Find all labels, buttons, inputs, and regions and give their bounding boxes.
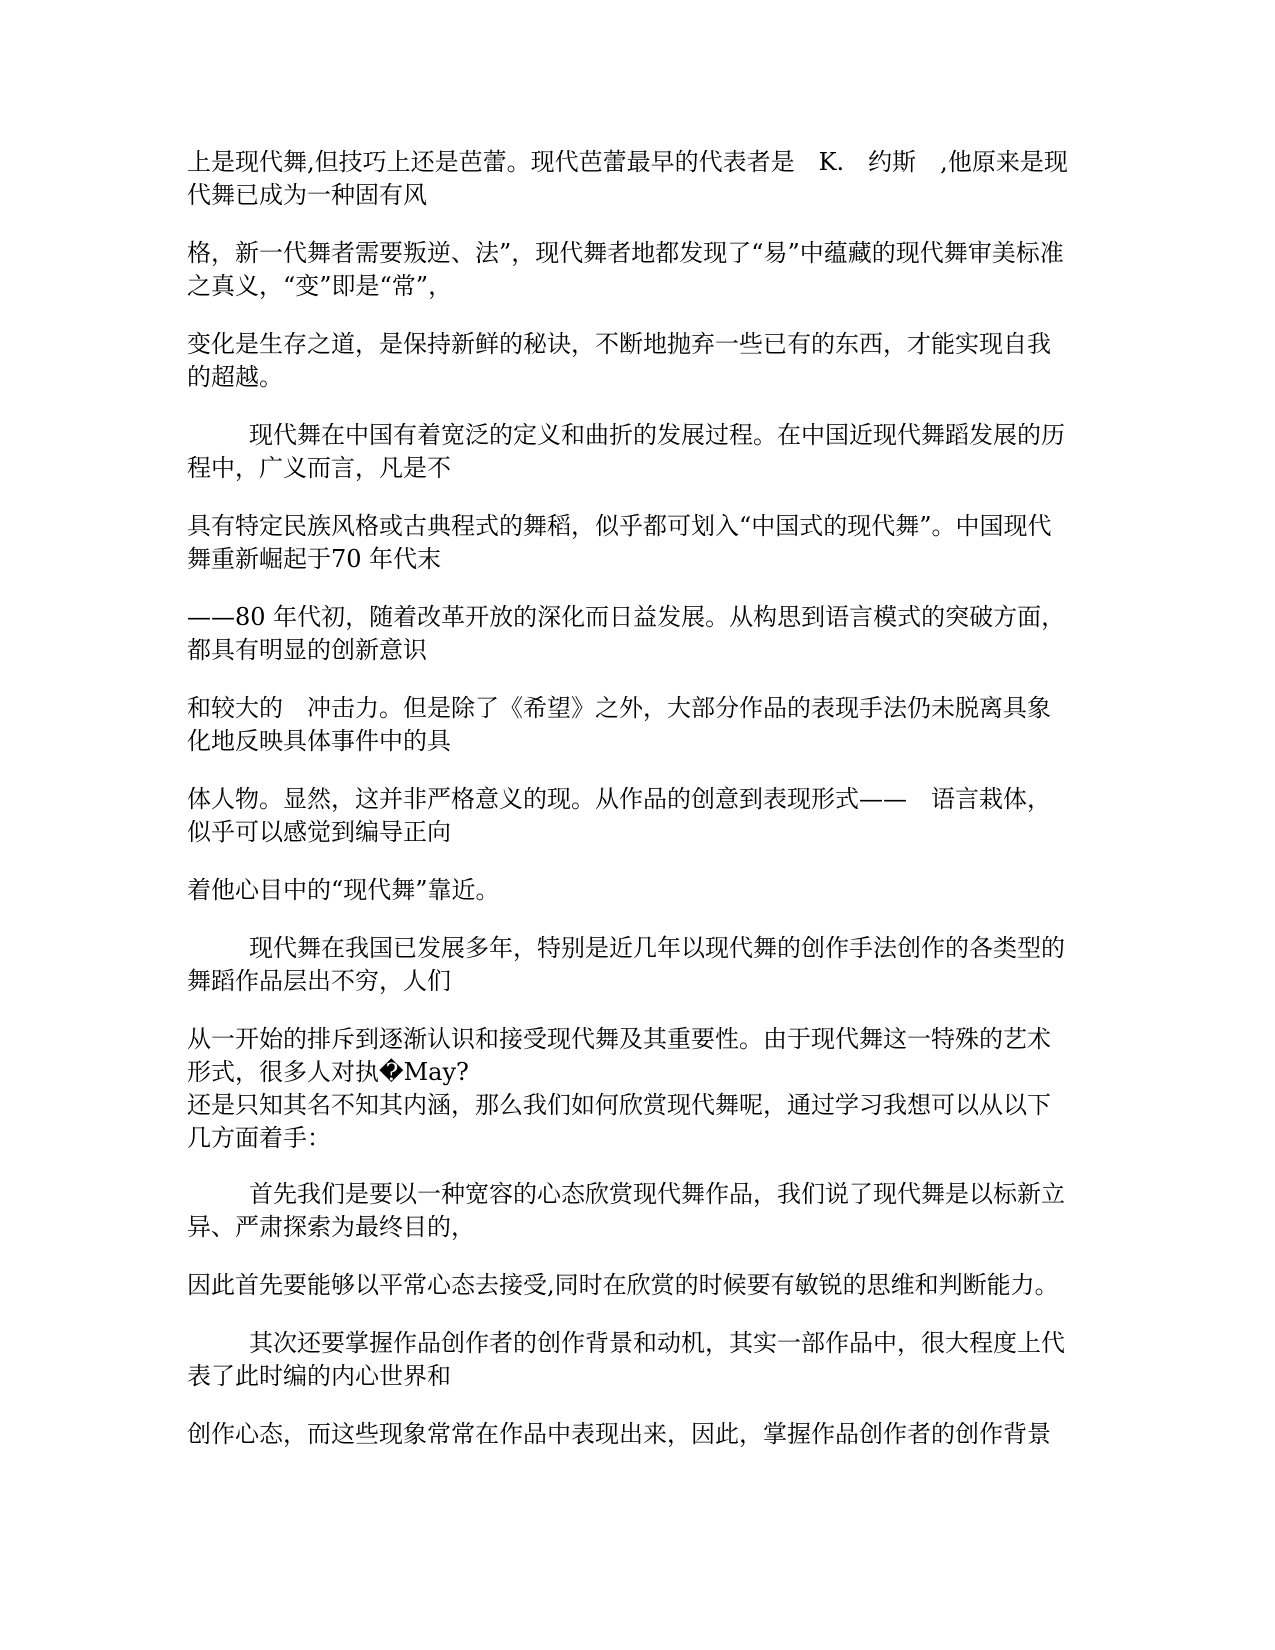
paragraph — [187, 1178, 1092, 1244]
text-line: 之真义，“变”即是“常”， — [187, 272, 453, 300]
text-line: 体人物。显然，这并非严格意义的现。从作品的创意到表现形式—— 语言栽体， — [187, 785, 1051, 813]
text-line: 形式，很多人对执�May? — [187, 1058, 469, 1086]
paragraph — [187, 419, 1092, 485]
text-line: 都具有明显的创新意识 — [187, 636, 427, 664]
text-line: 代舞已成为一种固有风 — [187, 181, 427, 209]
paragraph — [187, 601, 1092, 667]
paragraph — [187, 874, 1092, 907]
text-line: 创作心态，而这些现象常常在作品中表现出来，因此，掌握作品创作者的创作背景 — [187, 1420, 1051, 1448]
text-line: 现代舞在中国有着宽泛的定义和曲折的发展过程。在中国近现代舞蹈发展的历 — [249, 421, 1065, 449]
text-line: 变化是生存之道，是保持新鲜的秘诀，不断地抛弃一些已有的东西，才能实现自我 — [187, 330, 1051, 358]
paragraph — [187, 692, 1092, 758]
paragraph — [187, 1327, 1092, 1393]
paragraph — [187, 328, 1092, 394]
text-line: 上是现代舞,但技巧上还是芭蕾。现代芭蕾最早的代表者是 K. 约斯 ,他原来是现 — [187, 148, 1068, 176]
paragraph — [187, 932, 1092, 998]
text-line: 还是只知其名不知其内涵，那么我们如何欣赏现代舞呢，通过学习我想可以从以下 — [187, 1091, 1051, 1119]
text-line: 异、严肃探索为最终目的， — [187, 1213, 475, 1241]
text-line: 几方面着手： — [187, 1124, 331, 1152]
text-line: 似乎可以感觉到编导正向 — [187, 818, 451, 846]
text-line: 表了此时编的内心世界和 — [187, 1362, 451, 1390]
paragraph — [187, 1418, 1092, 1451]
text-line: 其次还要掌握作品创作者的创作背景和动机，其实一部作品中，很大程度上代 — [249, 1329, 1065, 1357]
text-line: 和较大的 冲击力。但是除了《希望》之外，大部分作品的表现手法仍未脱离具象 — [187, 694, 1051, 722]
text-line: 具有特定民族风格或古典程式的舞稻，似乎都可划入“中国式的现代舞”。中国现代 — [187, 512, 1052, 540]
paragraph — [187, 1023, 1092, 1155]
text-line: 的超越。 — [187, 363, 283, 391]
paragraph — [187, 510, 1092, 576]
text-line: 化地反映具体事件中的具 — [187, 727, 451, 755]
text-line: 首先我们是要以一种宽容的心态欣赏现代舞作品，我们说了现代舞是以标新立 — [249, 1180, 1065, 1208]
paragraph — [187, 1269, 1092, 1302]
paragraph — [187, 783, 1092, 849]
text-line: 舞蹈作品层出不穷，人们 — [187, 967, 451, 995]
paragraph — [187, 237, 1092, 303]
text-line: 舞重新崛起于70 年代末 — [187, 545, 442, 573]
text-line: 现代舞在我国已发展多年，特别是近几年以现代舞的创作手法创作的各类型的 — [249, 934, 1065, 962]
text-line: 从一开始的排斥到逐渐认识和接受现代舞及其重要性。由于现代舞这一特殊的艺术 — [187, 1025, 1051, 1053]
paragraph — [187, 146, 1092, 212]
text-line: ——80 年代初，随着改革开放的深化而日益发展。从构思到语言模式的突破方面， — [187, 603, 1066, 631]
text-line: 着他心目中的“现代舞”靠近。 — [187, 876, 500, 904]
text-line: 格，新一代舞者需要叛逆、法”，现代舞者地都发现了“易”中蕴藏的现代舞审美标准 — [187, 239, 1064, 267]
text-line: 程中，广义而言，凡是不 — [187, 454, 451, 482]
text-line: 因此首先要能够以平常心态去接受,同时在欣赏的时候要有敏锐的思维和判断能力。 — [187, 1271, 1059, 1299]
